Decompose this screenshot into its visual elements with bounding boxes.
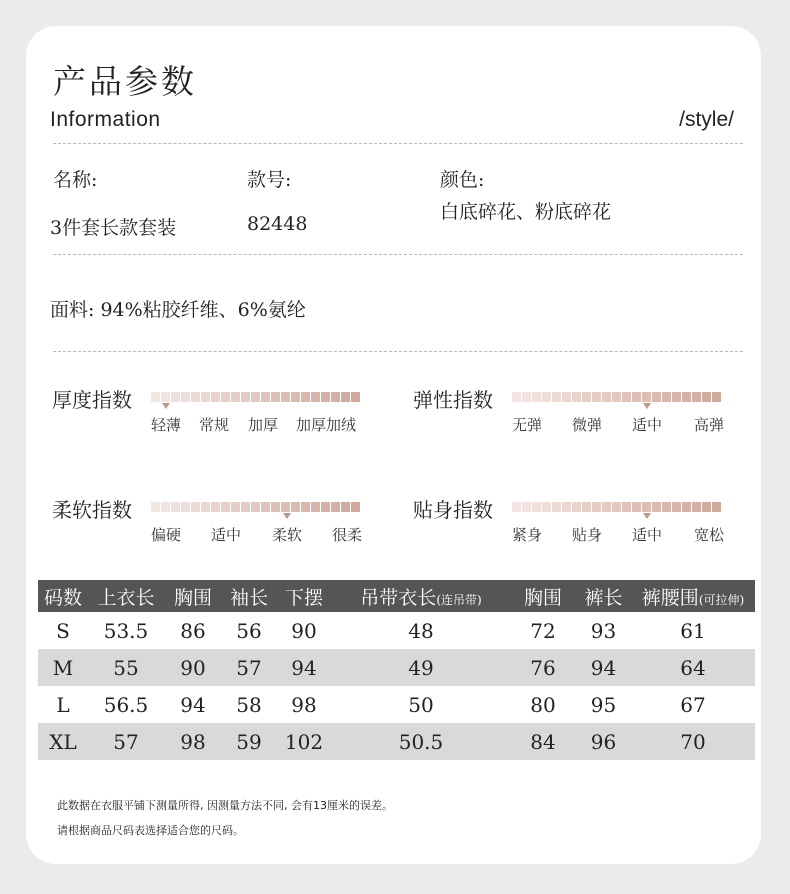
scale-cell bbox=[692, 502, 701, 512]
softness-index-title: 柔软指数 bbox=[52, 498, 132, 522]
scale-cell bbox=[251, 392, 260, 402]
fit-index-title: 贴身指数 bbox=[413, 498, 493, 522]
header-size: 码数 bbox=[38, 580, 88, 612]
scale-cell bbox=[291, 502, 300, 512]
table-cell: 95 bbox=[590, 692, 617, 717]
scale-cell bbox=[241, 502, 250, 512]
scale-cell bbox=[271, 392, 280, 402]
scale-cell bbox=[562, 502, 571, 512]
scale-cell bbox=[251, 502, 260, 512]
scale-cell bbox=[662, 502, 671, 512]
scale-cell bbox=[602, 392, 611, 402]
scale-cell bbox=[592, 502, 601, 512]
thickness-tick: 轻薄 bbox=[151, 416, 182, 434]
scale-cell bbox=[341, 502, 350, 512]
scale-cell bbox=[241, 392, 250, 402]
header-camisole-note: (连吊带) bbox=[436, 592, 482, 607]
scale-cell bbox=[662, 392, 671, 402]
elasticity-marker bbox=[643, 403, 651, 409]
scale-cell bbox=[221, 392, 230, 402]
elasticity-tick: 高弹 bbox=[694, 416, 725, 434]
scale-cell bbox=[532, 502, 541, 512]
thickness-scale bbox=[151, 392, 360, 402]
scale-cell bbox=[301, 392, 310, 402]
scale-cell bbox=[652, 502, 661, 512]
table-cell: 56.5 bbox=[103, 692, 149, 717]
name-label: 名称: bbox=[53, 169, 98, 191]
scale-cell bbox=[572, 502, 581, 512]
scale-cell bbox=[271, 502, 280, 512]
elasticity-tick: 适中 bbox=[632, 416, 663, 434]
scale-cell bbox=[321, 392, 330, 402]
scale-cell bbox=[151, 392, 160, 402]
information-subtitle: Information bbox=[50, 108, 161, 131]
table-cell: 90 bbox=[291, 618, 317, 643]
header-pants-waist bbox=[631, 580, 755, 612]
table-row bbox=[38, 686, 755, 723]
softness-tick: 柔软 bbox=[272, 526, 303, 544]
table-cell: M bbox=[38, 649, 88, 686]
softness-marker bbox=[283, 513, 291, 519]
scale-cell bbox=[201, 392, 210, 402]
table-cell: 50 bbox=[408, 692, 434, 717]
fabric-composition: 面料: 94%粘胶纤维、6%氨纶 bbox=[50, 299, 306, 321]
measurement-note: 此数据在衣服平铺下测量所得, 因测量方法不同, 会有13厘米的误差。 bbox=[57, 799, 393, 812]
table-cell: 94 bbox=[180, 692, 206, 717]
softness-tick: 很柔 bbox=[332, 526, 363, 544]
scale-cell bbox=[602, 502, 611, 512]
table-cell: 64 bbox=[631, 649, 755, 686]
header-pants-waist-label: 裤腰围 bbox=[641, 586, 699, 609]
softness-scale bbox=[151, 502, 360, 512]
scale-cell bbox=[642, 502, 651, 512]
scale-cell bbox=[672, 392, 681, 402]
table-cell: 48 bbox=[408, 618, 434, 643]
divider bbox=[53, 254, 743, 255]
scale-cell bbox=[682, 502, 691, 512]
header-camisole-length bbox=[332, 580, 510, 612]
table-cell: 94 bbox=[276, 649, 332, 686]
thickness-index-title: 厚度指数 bbox=[52, 388, 132, 412]
code-value: 82448 bbox=[247, 213, 308, 235]
table-cell: 67 bbox=[680, 692, 706, 717]
header-camisole-bust: 胸围 bbox=[510, 580, 576, 612]
table-cell: 57 bbox=[88, 723, 164, 760]
table-row bbox=[38, 612, 755, 649]
scale-cell bbox=[321, 502, 330, 512]
scale-cell bbox=[291, 392, 300, 402]
table-row bbox=[38, 723, 755, 760]
header-top-length: 上衣长 bbox=[88, 580, 164, 612]
header-pants-length: 裤长 bbox=[576, 580, 631, 612]
color-value: 白底碎花、粉底碎花 bbox=[440, 201, 612, 223]
scale-cell bbox=[522, 502, 531, 512]
scale-cell bbox=[552, 502, 561, 512]
table-cell: 58 bbox=[236, 692, 262, 717]
scale-cell bbox=[351, 502, 360, 512]
scale-cell bbox=[542, 392, 551, 402]
scale-cell bbox=[552, 392, 561, 402]
scale-cell bbox=[682, 392, 691, 402]
header-pants-waist-note: (可拉伸) bbox=[698, 592, 745, 607]
scale-cell bbox=[622, 502, 631, 512]
elasticity-tick: 微弹 bbox=[572, 416, 603, 434]
scale-cell bbox=[572, 392, 581, 402]
softness-tick: 偏硬 bbox=[151, 526, 182, 544]
table-cell: 61 bbox=[680, 618, 706, 643]
scale-cell bbox=[261, 392, 270, 402]
table-cell: 94 bbox=[576, 649, 631, 686]
table-cell: 90 bbox=[164, 649, 222, 686]
name-value: 3件套长款套装 bbox=[50, 217, 177, 239]
scale-cell bbox=[301, 502, 310, 512]
size-table-header bbox=[38, 580, 755, 612]
scale-cell bbox=[702, 502, 711, 512]
size-table bbox=[38, 580, 755, 760]
scale-cell bbox=[672, 502, 681, 512]
thickness-marker bbox=[162, 403, 170, 409]
table-cell: 98 bbox=[164, 723, 222, 760]
table-cell: 53.5 bbox=[103, 618, 149, 643]
header-bust: 胸围 bbox=[164, 580, 222, 612]
table-cell: 70 bbox=[631, 723, 755, 760]
table-cell: 80 bbox=[530, 692, 556, 717]
table-cell: XL bbox=[38, 723, 88, 760]
table-cell: 57 bbox=[222, 649, 276, 686]
scale-cell bbox=[331, 392, 340, 402]
thickness-tick: 加厚加绒 bbox=[296, 416, 357, 434]
scale-cell bbox=[562, 392, 571, 402]
scale-cell bbox=[171, 502, 180, 512]
fit-tick: 宽松 bbox=[694, 526, 725, 544]
header-sleeve-length: 袖长 bbox=[222, 580, 276, 612]
scale-cell bbox=[211, 502, 220, 512]
scale-cell bbox=[191, 392, 200, 402]
scale-cell bbox=[181, 392, 190, 402]
scale-cell bbox=[281, 502, 290, 512]
scale-cell bbox=[692, 392, 701, 402]
scale-cell bbox=[331, 502, 340, 512]
scale-cell bbox=[351, 392, 360, 402]
scale-cell bbox=[161, 392, 170, 402]
table-cell: 55 bbox=[88, 649, 164, 686]
thickness-tick: 常规 bbox=[199, 416, 230, 434]
softness-tick: 适中 bbox=[211, 526, 242, 544]
table-cell: 49 bbox=[332, 649, 510, 686]
scale-cell bbox=[341, 392, 350, 402]
scale-cell bbox=[181, 502, 190, 512]
fit-tick: 紧身 bbox=[512, 526, 543, 544]
code-label: 款号: bbox=[247, 169, 292, 191]
table-cell: L bbox=[56, 692, 70, 717]
table-cell: 72 bbox=[530, 618, 556, 643]
scale-cell bbox=[161, 502, 170, 512]
scale-cell bbox=[221, 502, 230, 512]
table-cell: 84 bbox=[510, 723, 576, 760]
scale-cell bbox=[582, 392, 591, 402]
style-label: /style/ bbox=[679, 108, 734, 131]
elasticity-tick: 无弹 bbox=[512, 416, 543, 434]
table-cell: 96 bbox=[576, 723, 631, 760]
scale-cell bbox=[622, 392, 631, 402]
scale-cell bbox=[642, 392, 651, 402]
scale-cell bbox=[632, 502, 641, 512]
header-hem: 下摆 bbox=[276, 580, 332, 612]
scale-cell bbox=[231, 502, 240, 512]
scale-cell bbox=[281, 392, 290, 402]
scale-cell bbox=[191, 502, 200, 512]
scale-cell bbox=[712, 502, 721, 512]
scale-cell bbox=[512, 502, 521, 512]
table-cell: 102 bbox=[276, 723, 332, 760]
scale-cell bbox=[582, 502, 591, 512]
scale-cell bbox=[712, 392, 721, 402]
scale-cell bbox=[211, 392, 220, 402]
fit-tick: 适中 bbox=[632, 526, 663, 544]
divider bbox=[53, 351, 743, 352]
scale-cell bbox=[612, 392, 621, 402]
scale-cell bbox=[231, 392, 240, 402]
scale-cell bbox=[652, 392, 661, 402]
table-cell: 76 bbox=[510, 649, 576, 686]
table-cell: 56 bbox=[236, 618, 262, 643]
scale-cell bbox=[522, 392, 531, 402]
fit-tick: 贴身 bbox=[572, 526, 603, 544]
fit-marker bbox=[643, 513, 651, 519]
elasticity-index-title: 弹性指数 bbox=[413, 388, 493, 412]
divider bbox=[53, 143, 743, 144]
table-cell: S bbox=[56, 618, 70, 643]
size-advice-note: 请根据商品尺码表选择适合您的尺码。 bbox=[57, 824, 244, 837]
fit-scale bbox=[512, 502, 721, 512]
table-cell: 59 bbox=[222, 723, 276, 760]
scale-cell bbox=[201, 502, 210, 512]
scale-cell bbox=[311, 392, 320, 402]
scale-cell bbox=[151, 502, 160, 512]
scale-cell bbox=[542, 502, 551, 512]
scale-cell bbox=[702, 392, 711, 402]
scale-cell bbox=[532, 392, 541, 402]
color-label: 颜色: bbox=[440, 169, 485, 191]
scale-cell bbox=[261, 502, 270, 512]
scale-cell bbox=[171, 392, 180, 402]
elasticity-scale bbox=[512, 392, 721, 402]
header-camisole-length-label: 吊带衣长 bbox=[360, 586, 437, 609]
thickness-tick: 加厚 bbox=[248, 416, 279, 434]
scale-cell bbox=[311, 502, 320, 512]
table-cell: 86 bbox=[180, 618, 206, 643]
scale-cell bbox=[612, 502, 621, 512]
scale-cell bbox=[512, 392, 521, 402]
table-cell: 50.5 bbox=[332, 723, 510, 760]
table-cell: 98 bbox=[291, 692, 317, 717]
scale-cell bbox=[632, 392, 641, 402]
table-row bbox=[38, 649, 755, 686]
scale-cell bbox=[592, 392, 601, 402]
table-cell: 93 bbox=[590, 618, 617, 643]
page-title: 产品参数 bbox=[53, 62, 197, 101]
